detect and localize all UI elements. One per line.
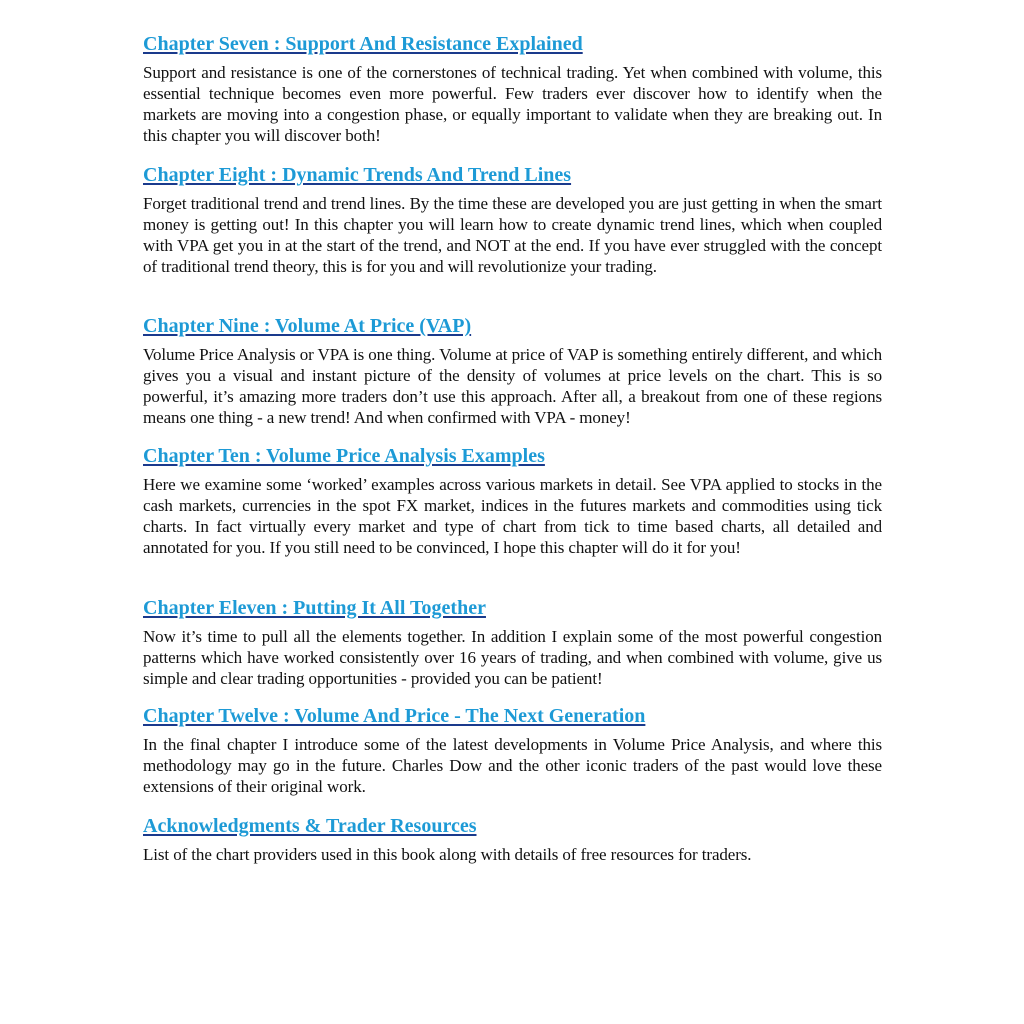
chapter-eleven-link[interactable]: Chapter Eleven : Putting It All Together: [143, 597, 486, 619]
chapter-nine-link[interactable]: Chapter Nine : Volume At Price (VAP): [143, 315, 472, 337]
section-chapter-seven: [143, 32, 882, 146]
chapter-eight-link[interactable]: Chapter Eight : Dynamic Trends And Trend Lines: [143, 164, 572, 186]
section-chapter-eight: [143, 163, 882, 277]
section-chapter-eleven: [143, 596, 882, 689]
chapter-eleven-description: Now it’s time to pull all the elements together. In addition I explain some of the most powerful congestion patterns which have worked consistently over 16 years of trading, and when combined with volume, give us simple and clear trading opportunities - provided you can be patient!: [143, 627, 882, 688]
chapter-twelve-link[interactable]: Chapter Twelve : Volume And Price - The Next Generation: [143, 705, 646, 727]
section-chapter-ten: [143, 444, 882, 558]
chapter-ten-description: Here we examine some ‘worked’ examples across various markets in detail. See VPA applied to stocks in the cash markets, currencies in the spot FX market, indices in the futures markets and commodities using tick charts. In fact virtually every market and type of chart from tick to time based charts, all detailed and annotated for you. If you still need to be convinced, I hope this chapter will do it for you!: [143, 475, 882, 557]
section-acknowledgments: [143, 814, 882, 865]
chapter-twelve-description: In the final chapter I introduce some of the latest developments in Volume Price Analysis, and where this methodology may go in the future. Charles Dow and the other iconic traders of the past would love these extensions of their original work.: [143, 735, 882, 796]
acknowledgments-description: List of the chart providers used in this book along with details of free resources for traders.: [143, 845, 752, 864]
chapter-eight-description: Forget traditional trend and trend lines. By the time these are developed you are just getting in when the smart money is getting out! In this chapter you will learn how to create dynamic trend lines, which when coupled with VPA get you in at the start of the trend, and NOT at the end. If you have ever struggled with the concept of traditional trend theory, this is for you and will revolutionize your trading.: [143, 194, 882, 276]
chapter-ten-link[interactable]: Chapter Ten : Volume Price Analysis Examples: [143, 445, 545, 467]
section-chapter-twelve: [143, 704, 882, 797]
chapter-seven-description: Support and resistance is one of the cornerstones of technical trading. Yet when combined with volume, this essential technique becomes even more powerful. Few traders ever discover how to identify when the markets are moving into a congestion phase, or equally important to validate when they are breaking out. In this chapter you will discover both!: [143, 63, 882, 145]
chapter-seven-link[interactable]: Chapter Seven : Support And Resistance Explained: [143, 33, 583, 55]
section-chapter-nine: [143, 314, 882, 428]
acknowledgments-link[interactable]: Acknowledgments & Trader Resources: [143, 815, 477, 837]
chapter-nine-description: Volume Price Analysis or VPA is one thing. Volume at price of VAP is something entirely different, and which gives you a visual and instant picture of the density of volumes at price levels on the chart. This is so powerful, it’s amazing more traders don’t use this approach. After all, a breakout from one of these regions means one thing - a new trend! And when confirmed with VPA - money!: [143, 345, 882, 427]
